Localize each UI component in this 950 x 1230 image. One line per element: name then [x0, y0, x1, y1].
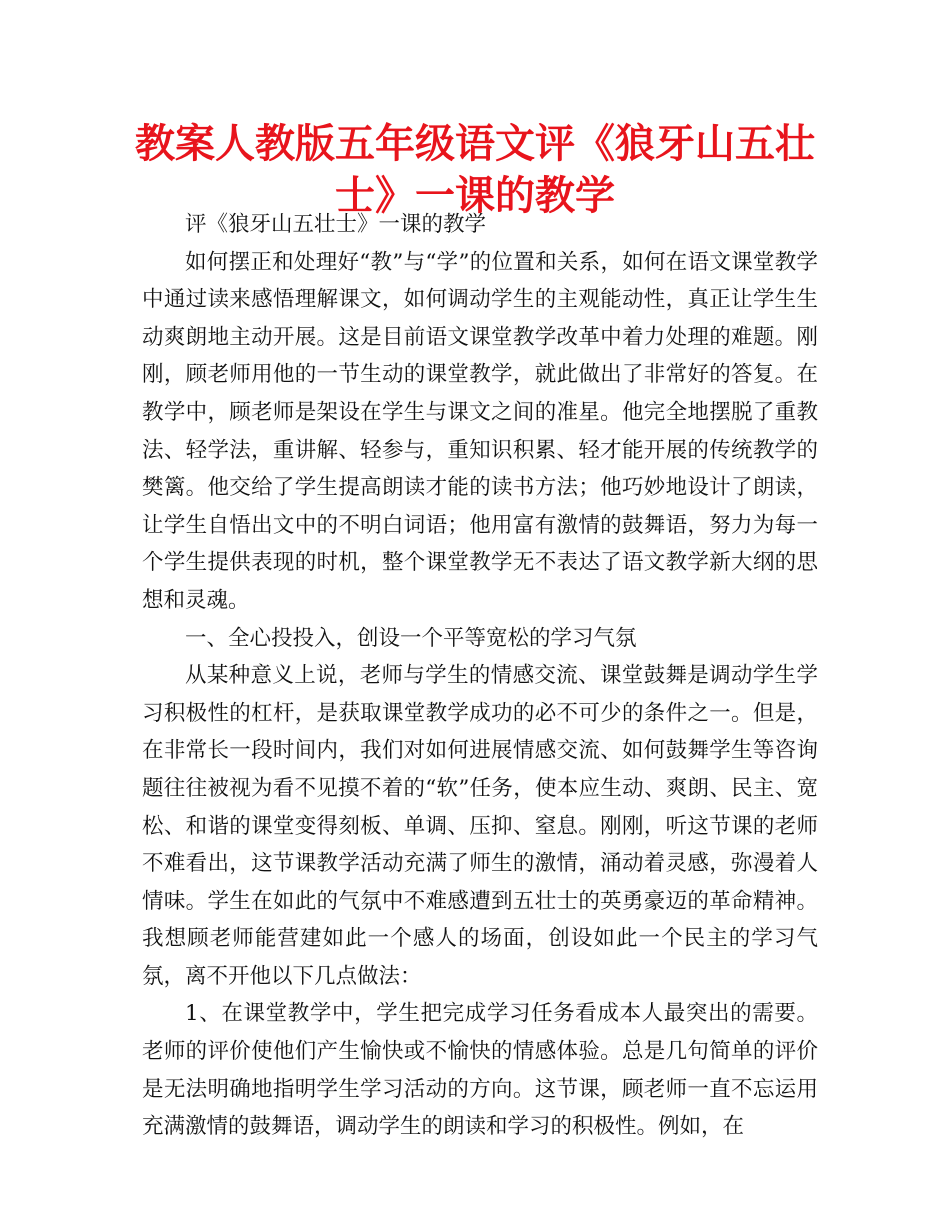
- paragraph-section-1: 从某种意义上说，老师与学生的情感交流、课堂鼓舞是调动学生学习积极性的杠杆，是获取课堂教学成功的必不可少的条件之一。但是，在非常长一段时间内，我们对如何进展情感交流、如何鼓舞学生等咨询题往往被视为看不见摸不着的“软”任务，使本应生动、爽朗、民主、宽松、和谐的课堂变得刻板、单调、压抑、窒息。刚刚，听这节课的老师不难看出，这节课教学活动充满了师生的激情，涌动着灵感，弥漫着人情味。学生在如此的气氛中不难感遭到五壮士的英勇豪迈的革命精神。我想顾老师能营建如此一个感人的场面，创设如此一个民主的学习气氛，离不开他以下几点做法：: [142, 663, 818, 989]
- document-body: [142, 206, 818, 1146]
- document-title: 教案人教版五年级语文评《狼牙山五壮士》一课的教学: [135, 121, 815, 219]
- section-heading-1: 一、全心投投入，创设一个平等宽松的学习气氛: [185, 625, 637, 651]
- paragraph-intro: 如何摆正和处理好“教”与“学”的位置和关系，如何在语文课堂教学中通过读来感悟理解课文，如何调动学生的主观能动性，真正让学生生动爽朗地主动开展。这是目前语文课堂教学改革中着力处理的难题。刚刚，顾老师用他的一节生动的课堂教学，就此做出了非常好的答复。在教学中，顾老师是架设在学生与课文之间的准星。他完全地摆脱了重教法、轻学法，重讲解、轻参与，重知识积累、轻才能开展的传统教学的樊篱。他交给了学生提高朗读才能的读书方法；他巧妙地设计了朗读，让学生自悟出文中的不明白词语；他用富有激情的鼓舞语，努力为每一个学生提供表现的时机，整个课堂教学无不表达了语文教学新大纲的思想和灵魂。: [142, 249, 818, 613]
- paragraph-subtitle: 评《狼牙山五壮士》一课的教学: [185, 212, 487, 237]
- paragraph-point-1: 1、在课堂教学中，学生把完成学习任务看成本人最突出的需要。老师的评价使他们产生愉快或不愉快的情感体验。总是几句简单的评价是无法明确地指明学生学习活动的方向。这节课，顾老师一直不忘运用充满激情的鼓舞语，调动学生的朗读和学习的积极性。例如，在: [142, 1001, 818, 1140]
